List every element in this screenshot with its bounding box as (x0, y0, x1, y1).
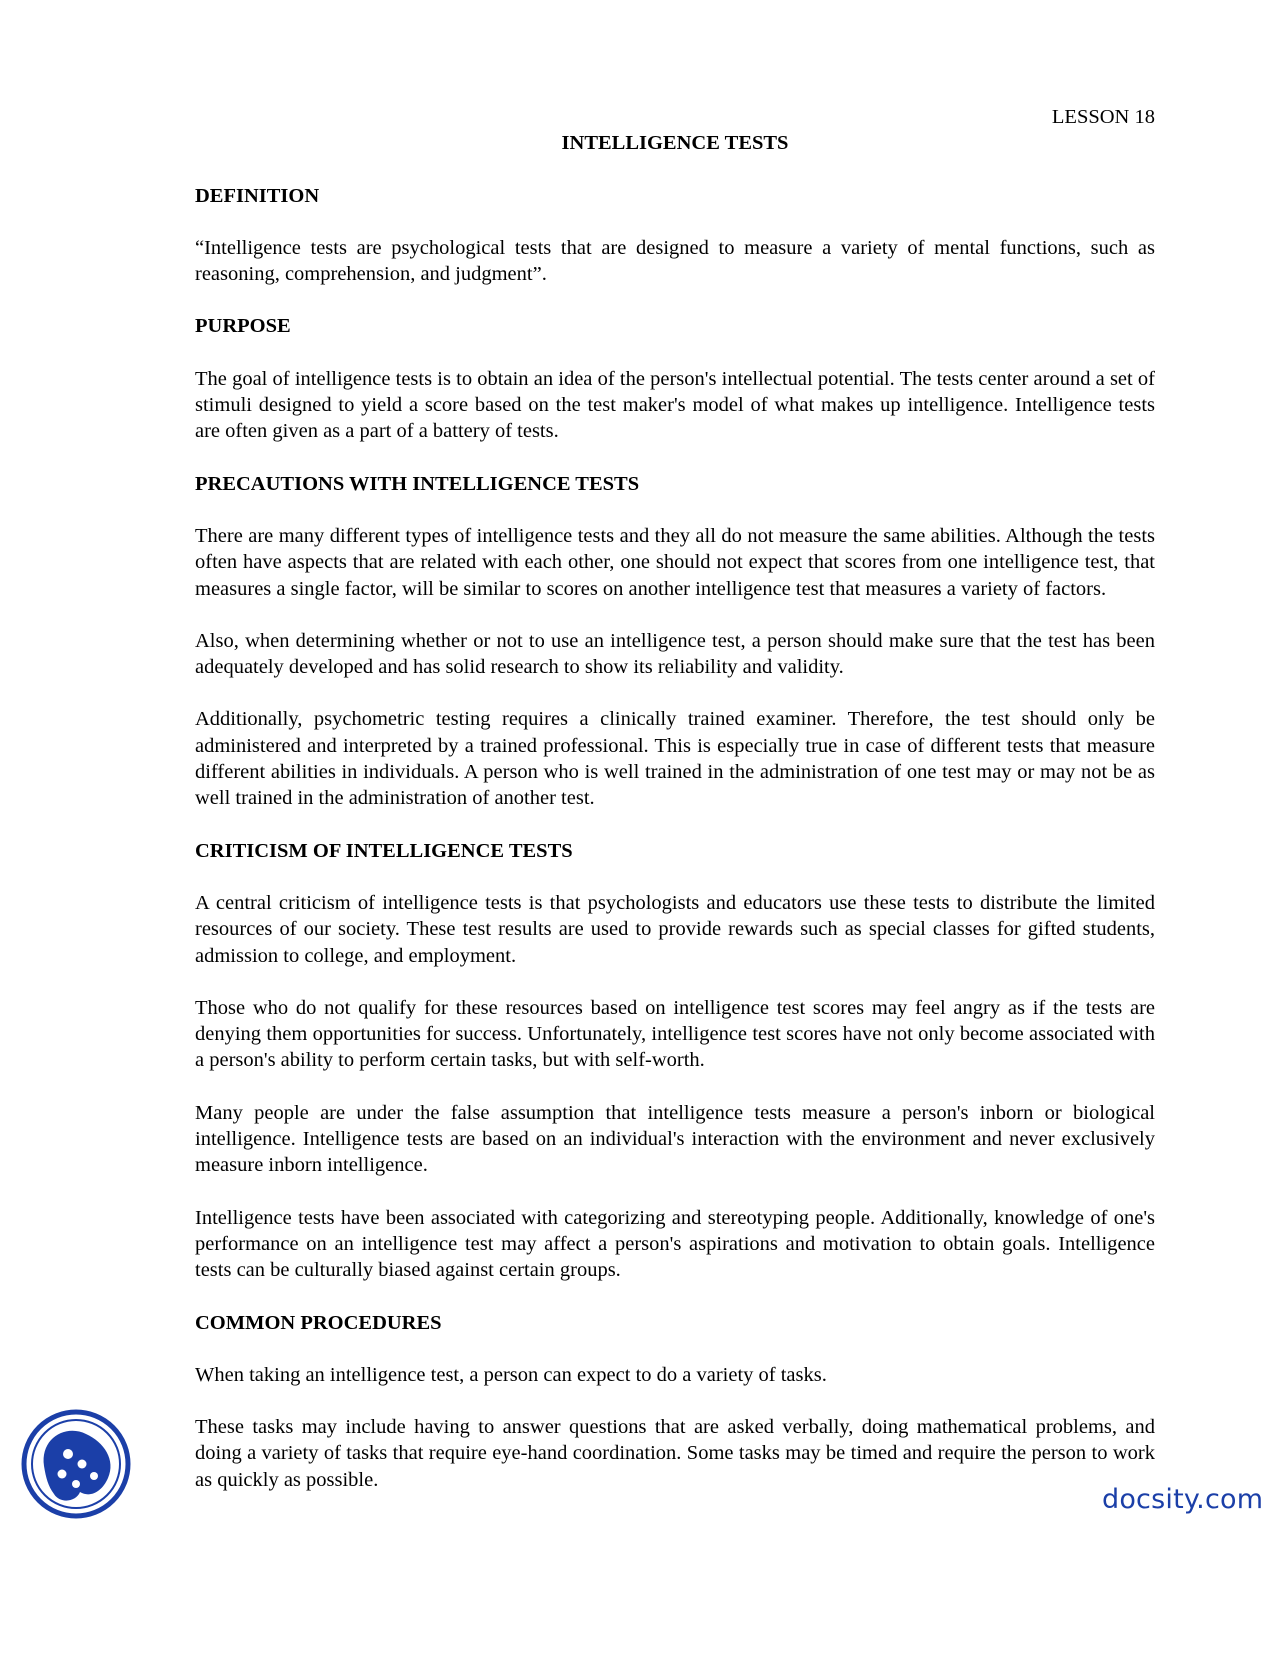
criticism-paragraph-1: A central criticism of intelligence tests is that psychologists and educators use these tests to distribute the limited resources of our society. These test results are used to provide rewards such as special classes for gifted students, admission to college, and employment. (195, 891, 1155, 967)
procedures-paragraph-1: When taking an intelligence test, a person can expect to do a variety of tasks. (195, 1363, 827, 1386)
definition-heading: DEFINITION (195, 184, 320, 207)
definition-paragraph: “Intelligence tests are psychological tests that are designed to measure a variety of mental functions, such as reasoning, comprehension, and judgment”. (195, 236, 1155, 286)
document-page (195, 104, 1155, 1519)
page-title: INTELLIGENCE TESTS (561, 132, 789, 155)
precautions-paragraph-3: Additionally, psychometric testing requires a clinically trained examiner. Therefore, the test should only be administered and interpreted by a trained professional. This is especially true in case of different tests that measure different abilities in individuals. A person who is well trained in the administration of one test may or may not be as well trained in the administration of another test. (195, 708, 1155, 810)
purpose-paragraph: The goal of intelligence tests is to obtain an idea of the person's intellectual potential. The tests center around a set of stimuli designed to yield a score based on the test maker's model of what makes up intelligence. Intelligence tests are often given as a part of a battery of tests. (195, 367, 1155, 443)
precautions-heading: PRECAUTIONS WITH INTELLIGENCE TESTS (195, 472, 640, 495)
docsity-watermark: docsity.com (1102, 1484, 1264, 1515)
procedures-heading: COMMON PROCEDURES (195, 1311, 442, 1334)
criticism-paragraph-2: Those who do not qualify for these resources based on intelligence test scores may feel angry as if the tests are denying them opportunities for success. Unfortunately, intelligence test scores have not only become associated with a person's ability to perform certain tasks, but with self-worth. (195, 996, 1155, 1072)
criticism-paragraph-3: Many people are under the false assumption that intelligence tests measure a person's inborn or biological intelligence. Intelligence tests are based on an individual's interaction with the environment and never exclusively measure inborn intelligence. (195, 1101, 1155, 1177)
purpose-heading: PURPOSE (195, 315, 291, 338)
criticism-paragraph-4: Intelligence tests have been associated with categorizing and stereotyping people. Additionally, knowledge of one's performance on an intelligence test may affect a person's aspirations and motivation to obtain goals. Intelligence tests can be culturally biased against certain groups. (195, 1206, 1155, 1282)
docsity-logo-icon (20, 1408, 132, 1520)
lesson-number: LESSON 18 (1051, 106, 1155, 128)
criticism-heading: CRITICISM OF INTELLIGENCE TESTS (195, 839, 573, 862)
procedures-paragraph-2: These tasks may include having to answer questions that are asked verbally, doing mathematical problems, and doing a variety of tasks that require eye-hand coordination. Some tasks may be timed and require the person to work as quickly as possible. (195, 1416, 1155, 1491)
precautions-paragraph-1: There are many different types of intelligence tests and they all do not measure the same abilities. Although the tests often have aspects that are related with each other, one should not expect that scores from one intelligence test, that measures a single factor, will be similar to scores on another intelligence test that measures a variety of factors. (195, 524, 1155, 600)
precautions-paragraph-2: Also, when determining whether or not to use an intelligence test, a person should make sure that the test has been adequately developed and has solid research to show its reliability and validity. (195, 629, 1155, 679)
